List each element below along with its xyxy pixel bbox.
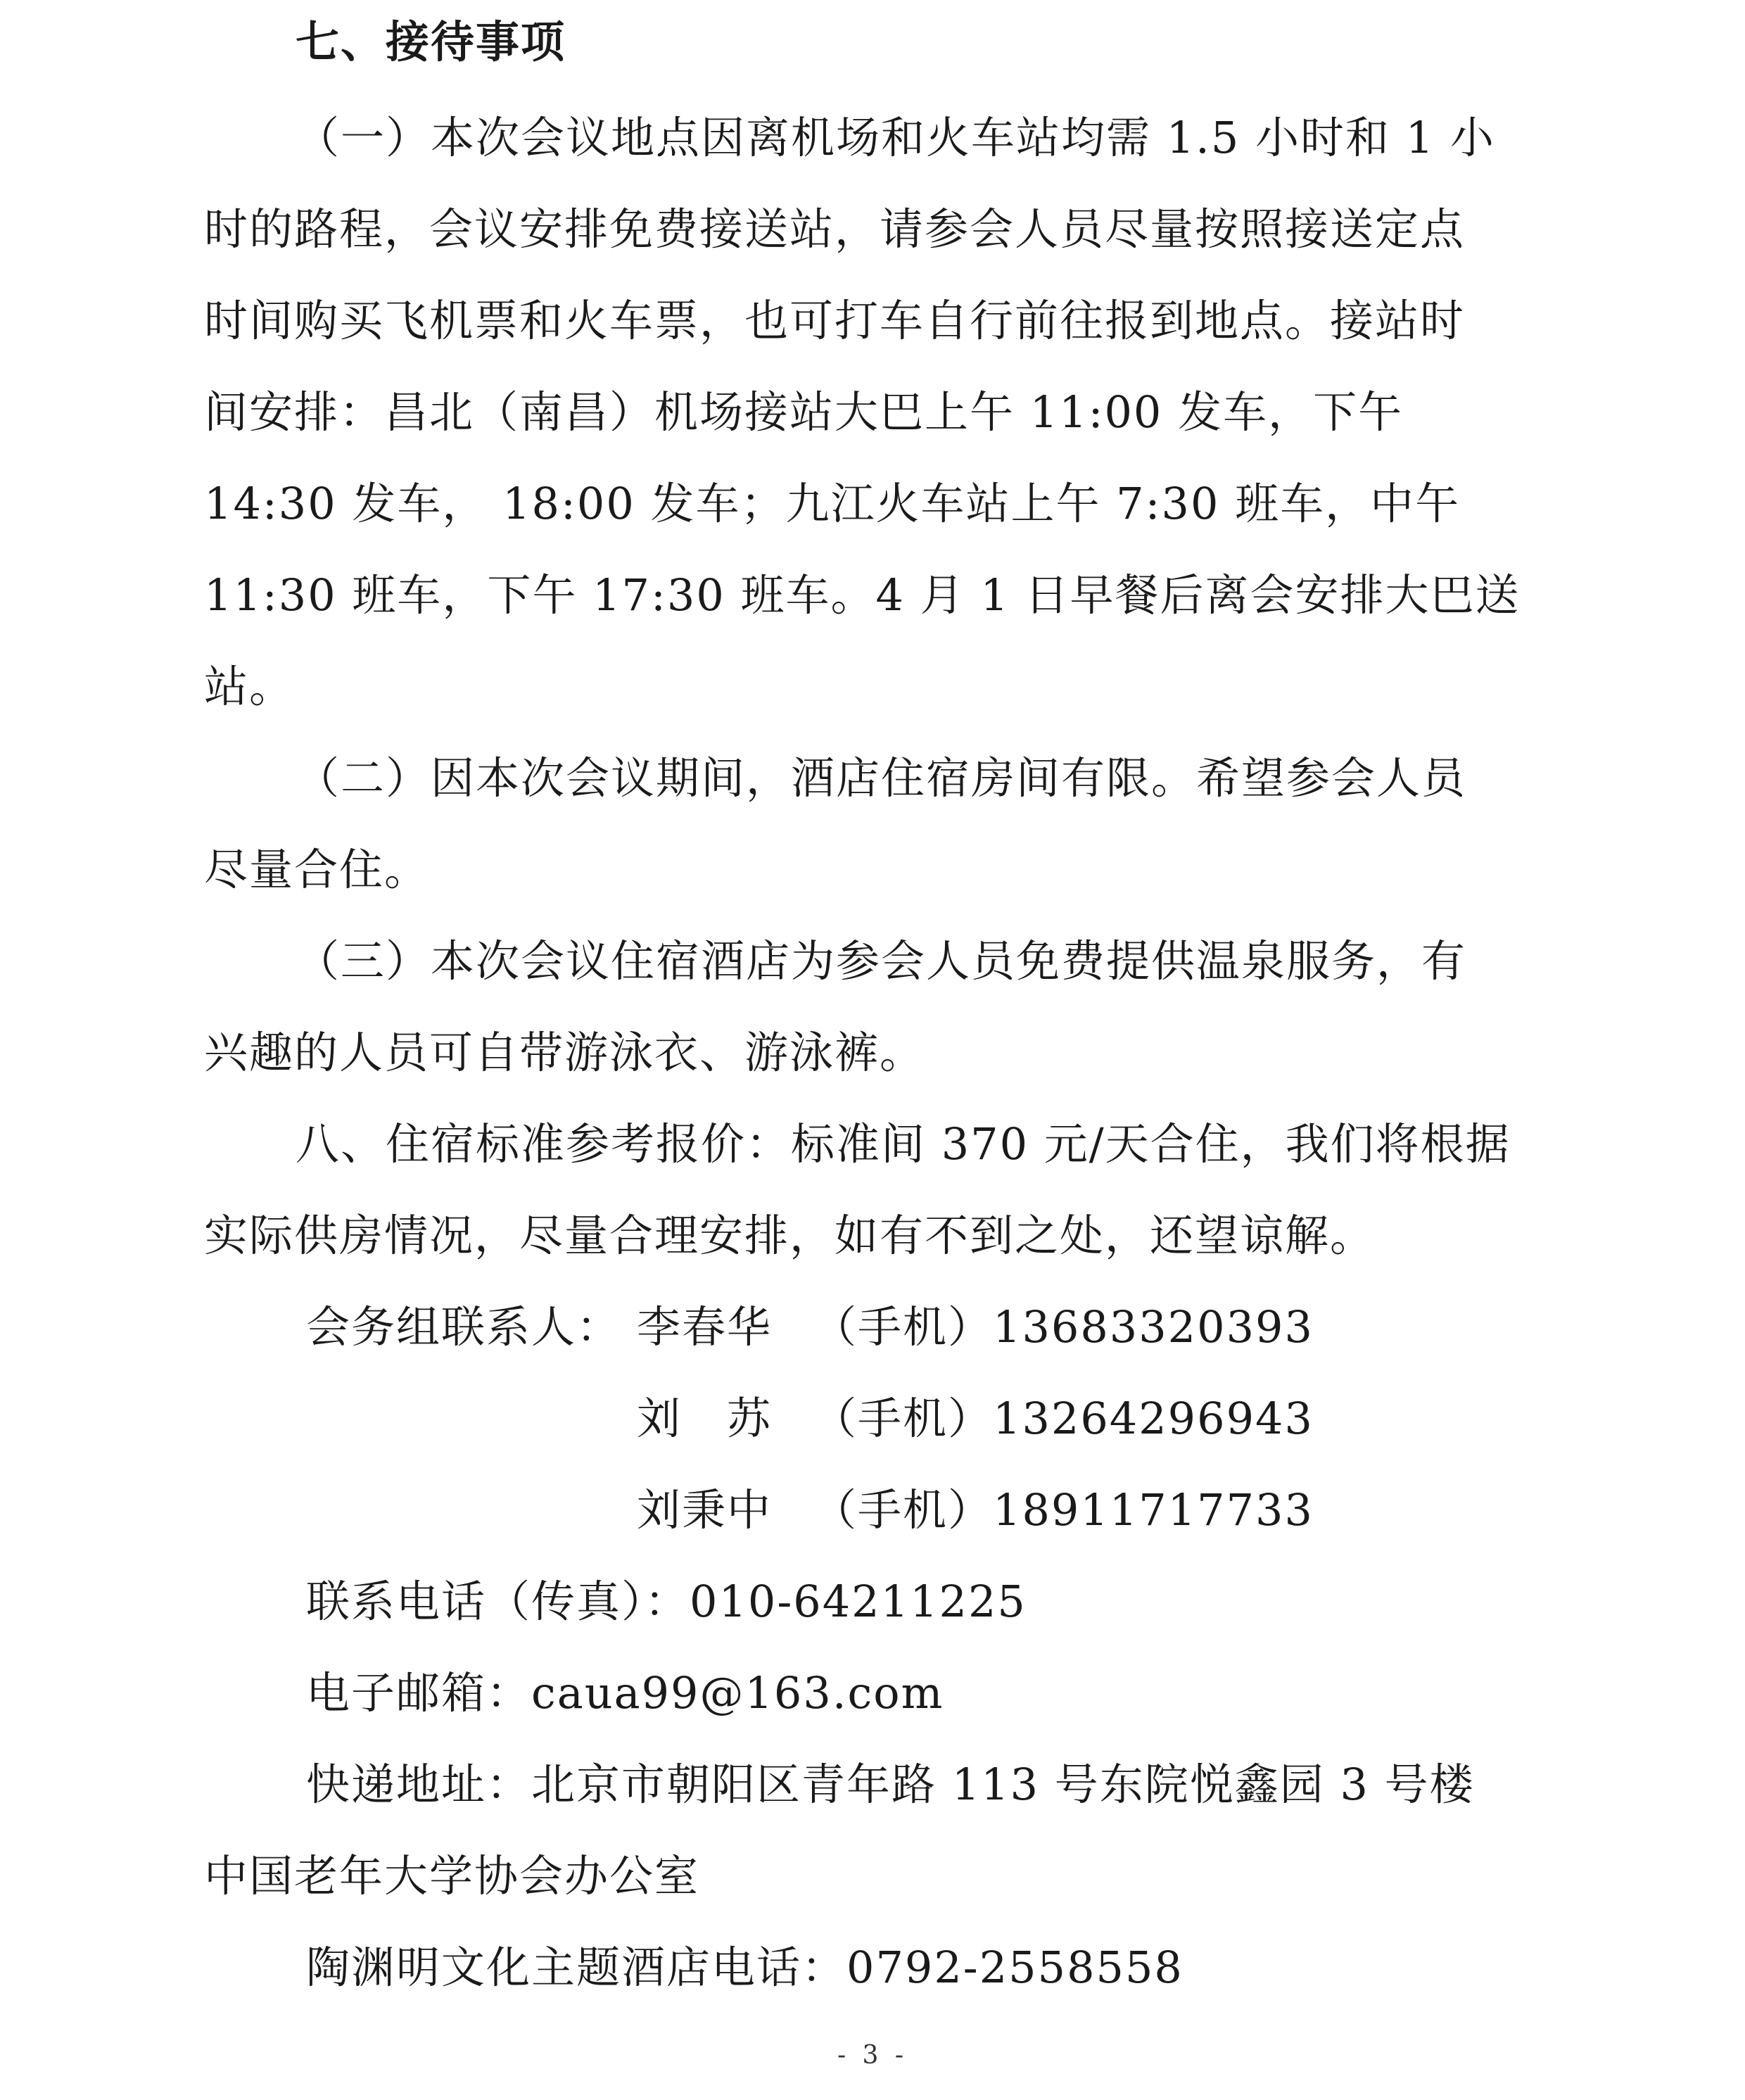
section-7-item-1-line-6: 11:30 班车，下午 17:30 班车。4 月 1 日早餐后离会安排大巴送 bbox=[204, 569, 1521, 621]
contact-phone-3: （手机）18911717733 bbox=[813, 1484, 1314, 1536]
section-7-item-3-line-1: （三）本次会议住宿酒店为参会人员免费提供温泉服务，有 bbox=[296, 935, 1467, 987]
section-7-item-1-line-3: 时间购买飞机票和火车票，也可打车自行前往报到地点。接站时 bbox=[204, 295, 1466, 346]
contact-name-1: 李春华 bbox=[637, 1301, 773, 1353]
section-7-item-2-line-1: （二）因本次会议期间，酒店住宿房间有限。希望参会人员 bbox=[296, 752, 1467, 804]
contact-name-2: 刘 苏 bbox=[637, 1393, 773, 1444]
section-7-item-3-line-2: 兴趣的人员可自带游泳衣、游泳裤。 bbox=[204, 1027, 925, 1078]
section-7-item-1-line-1: （一）本次会议地点因离机场和火车站均需 1.5 小时和 1 小 bbox=[296, 112, 1495, 163]
contact-phone-1: （手机）13683320393 bbox=[813, 1301, 1314, 1353]
contact-name-3: 刘秉中 bbox=[637, 1484, 773, 1536]
address-line-2: 中国老年大学协会办公室 bbox=[204, 1850, 700, 1902]
contacts-label: 会务组联系人： bbox=[306, 1301, 622, 1353]
section-8-line-2: 实际供房情况，尽量合理安排，如有不到之处，还望谅解。 bbox=[204, 1210, 1376, 1261]
section-7-item-1-line-4: 间安排：昌北（南昌）机场接站大巴上午 11:00 发车，下午 bbox=[204, 386, 1404, 438]
phone-fax: 联系电话（传真）：010-64211225 bbox=[306, 1576, 1027, 1627]
email: 电子邮箱：caua99@163.com bbox=[306, 1667, 944, 1719]
address-line-1: 快递地址：北京市朝阳区青年路 113 号东院悦鑫园 3 号楼 bbox=[306, 1759, 1475, 1810]
section-7-heading: 七、接待事项 bbox=[296, 16, 566, 68]
hotel-phone: 陶渊明文化主题酒店电话：0792-2558558 bbox=[306, 1942, 1184, 1993]
page-number: - 3 - bbox=[837, 2041, 908, 2070]
section-8-line-1: 八、住宿标准参考报价：标准间 370 元/天合住，我们将根据 bbox=[296, 1118, 1511, 1170]
section-7-item-1-line-7: 站。 bbox=[204, 661, 295, 712]
section-7-item-1-line-2: 时的路程，会议安排免费接送站，请参会人员尽量按照接送定点 bbox=[204, 203, 1466, 255]
section-7-item-2-line-2: 尽量合住。 bbox=[204, 844, 430, 895]
section-7-item-1-line-5: 14:30 发车， 18:00 发车；九江火车站上午 7:30 班车，中午 bbox=[204, 478, 1461, 529]
contact-phone-2: （手机）13264296943 bbox=[813, 1393, 1314, 1444]
